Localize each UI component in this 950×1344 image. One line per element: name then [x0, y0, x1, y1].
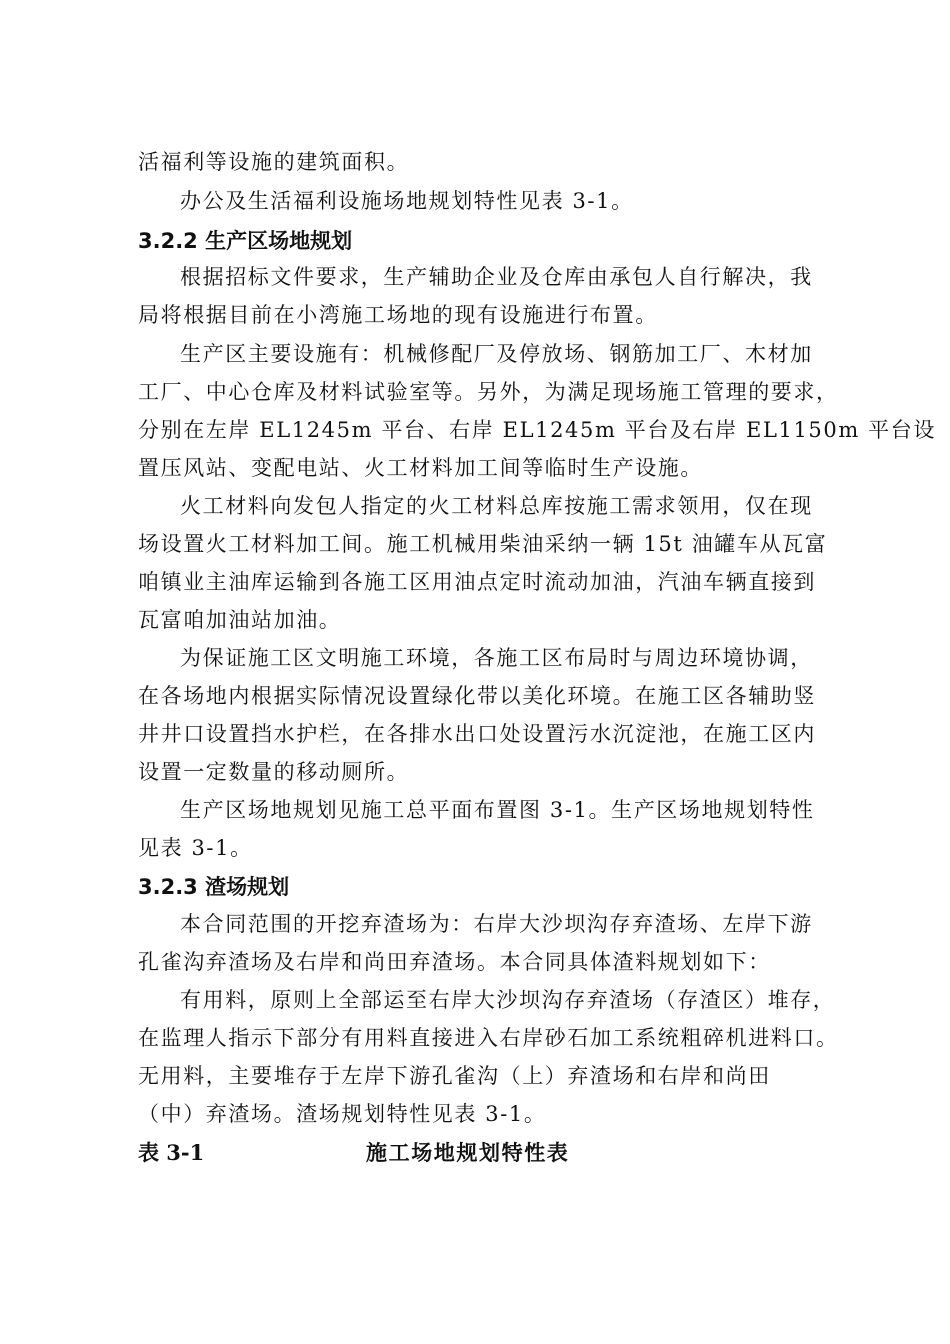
- paragraph-line: 在各场地内根据实际情况设置绿化带以美化环境。在施工区各辅助竖: [138, 684, 816, 708]
- paragraph-line: 根据招标文件要求，生产辅助企业及仓库由承包人自行解决，我: [180, 265, 813, 289]
- paragraph-line: 设置一定数量的移动厕所。: [138, 760, 410, 784]
- table-title: 施工场地规划特性表: [366, 1140, 570, 1165]
- paragraph-line: 本合同范围的开挖弃渣场为：右岸大沙坝沟存弃渣场、左岸下游: [180, 912, 813, 936]
- paragraph-line: 为保证施工区文明施工环境，各施工区布局时与周边环境协调，: [180, 646, 813, 670]
- paragraph-line: 工厂、中心仓库及材料试验室等。另外，为满足现场施工管理的要求，: [138, 380, 839, 404]
- paragraph-line: 火工材料向发包人指定的火工材料总库按施工需求领用，仅在现: [180, 494, 813, 518]
- paragraph-line: 生产区主要设施有：机械修配厂及停放场、钢筋加工厂、木材加: [180, 342, 813, 366]
- paragraph-line: 置压风站、变配电站、火工材料加工间等临时生产设施。: [138, 456, 703, 480]
- section-heading-3-2-2: 3.2.2 生产区场地规划: [138, 229, 353, 253]
- paragraph-line: 场设置火工材料加工间。施工机械用柴油采纳一辆 15t 油罐车从瓦富: [138, 532, 828, 556]
- paragraph-line: 咱镇业主油库运输到各施工区用油点定时流动加油，汽油车辆直接到: [138, 570, 816, 594]
- paragraph-line: 见表 3-1。: [138, 836, 253, 860]
- table-number: 表 3-1: [138, 1140, 205, 1165]
- paragraph-line: 无用料，主要堆存于左岸下游孔雀沟（上）弃渣场和右岸和尚田: [138, 1064, 771, 1088]
- paragraph-line: 局将根据目前在小湾施工场地的现有设施进行布置。: [138, 303, 658, 327]
- paragraph-line: 分别在左岸 EL1245m 平台、右岸 EL1245m 平台及右岸 EL1150m 平台设: [138, 418, 936, 442]
- paragraph-line: 瓦富咱加油站加油。: [138, 608, 342, 632]
- paragraph-line: 有用料，原则上全部运至右岸大沙坝沟存弃渣场（存渣区）堆存，: [180, 988, 836, 1012]
- paragraph-line: 办公及生活福利设施场地规划特性见表 3-1。: [180, 189, 634, 213]
- paragraph-line: 活福利等设施的建筑面积。: [138, 150, 410, 174]
- paragraph-line: 在监理人指示下部分有用料直接进入右岸砂石加工系统粗碎机进料口。: [138, 1026, 839, 1050]
- paragraph-line: （中）弃渣场。渣场规划特性见表 3-1。: [138, 1102, 547, 1126]
- paragraph-line: 井井口设置挡水护栏，在各排水出口处设置污水沉淀池，在施工区内: [138, 722, 816, 746]
- paragraph-line: 生产区场地规划见施工总平面布置图 3-1。生产区场地规划特性: [180, 798, 815, 822]
- paragraph-line: 孔雀沟弃渣场及右岸和尚田弃渣场。本合同具体渣料规划如下：: [138, 950, 771, 974]
- table-caption: [138, 1138, 838, 1168]
- section-heading-3-2-3: 3.2.3 渣场规划: [138, 875, 290, 899]
